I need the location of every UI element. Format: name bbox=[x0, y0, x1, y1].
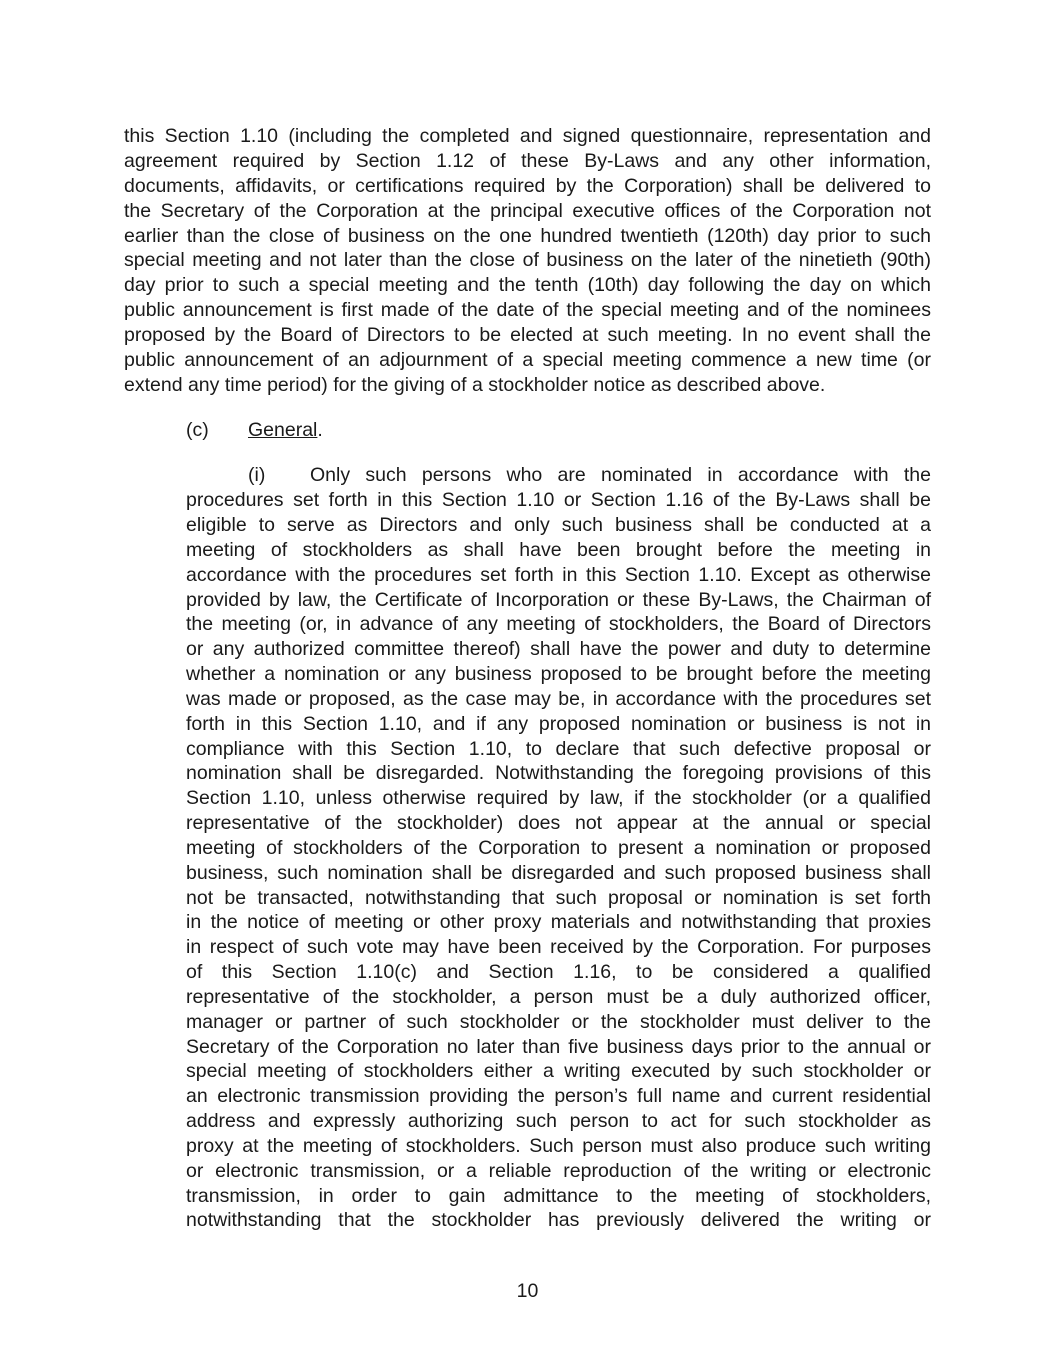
paragraph-line: the meeting (or, in advance of any meeting of stockholders, the Board of Directors bbox=[186, 613, 931, 635]
paragraph-line: forth in this Section 1.10, and if any proposed nomination or business is not in bbox=[186, 713, 931, 735]
paragraph-line: Section 1.10, unless otherwise required by law, if the stockholder (or a qualified bbox=[186, 787, 931, 809]
paragraph-line: in respect of such vote may have been received by the Corporation. For purposes bbox=[186, 936, 931, 958]
intro-line: documents, affidavits, or certifications required by the Corporation) shall be delivered to bbox=[124, 175, 931, 197]
subsection-i-first-text: Only such persons who are nominated in accordance with the bbox=[310, 464, 931, 486]
paragraph-line: nomination shall be disregarded. Notwithstanding the foregoing provisions of this bbox=[186, 762, 931, 784]
paragraph-line: transmission, in order to gain admittance to the meeting of stockholders, bbox=[186, 1185, 931, 1207]
paragraph-line: in the notice of meeting or other proxy materials and notwithstanding that proxies bbox=[186, 911, 931, 933]
intro-line: day prior to such a special meeting and the tenth (10th) day following the day on which bbox=[124, 274, 931, 296]
intro-line: this Section 1.10 (including the completed and signed questionnaire, representation and bbox=[124, 125, 931, 147]
section-c-marker: (c) bbox=[186, 419, 209, 441]
paragraph-line: or electronic transmission, or a reliable reproduction of the writing or electronic bbox=[186, 1160, 931, 1182]
paragraph-line: representative of the stockholder) does not appear at the annual or special bbox=[186, 812, 931, 834]
paragraph-line: Secretary of the Corporation no later than five business days prior to the annual or bbox=[186, 1036, 931, 1058]
intro-line: earlier than the close of business on the one hundred twentieth (120th) day prior to such bbox=[124, 225, 931, 247]
paragraph-line: business, such nomination shall be disregarded and such proposed business shall bbox=[186, 862, 931, 884]
paragraph-line: compliance with this Section 1.10, to declare that such defective proposal or bbox=[186, 738, 931, 760]
paragraph-line: proxy at the meeting of stockholders. Such person must also produce such writing bbox=[186, 1135, 931, 1157]
paragraph-line: eligible to serve as Directors and only such business shall be conducted at a bbox=[186, 514, 931, 536]
intro-line: public announcement of an adjournment of a special meeting commence a new time (or bbox=[124, 349, 931, 371]
intro-line: proposed by the Board of Directors to be elected at such meeting. In no event shall the bbox=[124, 324, 931, 346]
paragraph-line: an electronic transmission providing the person’s full name and current residential bbox=[186, 1085, 931, 1107]
paragraph-line: manager or partner of such stockholder or the stockholder must deliver to the bbox=[186, 1011, 931, 1033]
paragraph-line: provided by law, the Certificate of Incorporation or these By-Laws, the Chairman of bbox=[186, 589, 931, 611]
paragraph-line: of this Section 1.10(c) and Section 1.16, to be considered a qualified bbox=[186, 961, 931, 983]
paragraph-line: procedures set forth in this Section 1.10 or Section 1.16 of the By-Laws shall be bbox=[186, 489, 931, 511]
page-number: 10 bbox=[516, 1280, 539, 1302]
paragraph-line: not be transacted, notwithstanding that such proposal or nomination is set forth bbox=[186, 887, 931, 909]
intro-line: the Secretary of the Corporation at the principal executive offices of the Corporation not bbox=[124, 200, 931, 222]
intro-line: agreement required by Section 1.12 of these By-Laws and any other information, bbox=[124, 150, 931, 172]
paragraph-line: meeting of stockholders of the Corporation to present a nomination or proposed bbox=[186, 837, 931, 859]
intro-line: extend any time period) for the giving of a stockholder notice as described above. bbox=[124, 374, 826, 396]
section-c-title-suffix: . bbox=[317, 419, 323, 441]
paragraph-line: whether a nomination or any business proposed to be brought before the meeting bbox=[186, 663, 931, 685]
intro-line: special meeting and not later than the close of business on the later of the ninetieth (90th) bbox=[124, 249, 931, 271]
intro-line: public announcement is first made of the date of the special meeting and of the nominees bbox=[124, 299, 931, 321]
paragraph-line: accordance with the procedures set forth in this Section 1.10. Except as otherwise bbox=[186, 564, 931, 586]
paragraph-line: representative of the stockholder, a person must be a duly authorized officer, bbox=[186, 986, 931, 1008]
section-c-title: General bbox=[248, 419, 318, 441]
paragraph-line: special meeting of stockholders either a writing executed by such stockholder or bbox=[186, 1060, 931, 1082]
paragraph-line: address and expressly authorizing such person to act for such stockholder as bbox=[186, 1110, 931, 1132]
paragraph-line: or any authorized committee thereof) shall have the power and duty to determine bbox=[186, 638, 931, 660]
paragraph-line: notwithstanding that the stockholder has previously delivered the writing or bbox=[186, 1209, 931, 1231]
subsection-i-marker: (i) bbox=[248, 464, 266, 486]
paragraph-line: was made or proposed, as the case may be, in accordance with the procedures set bbox=[186, 688, 931, 710]
section-c-heading bbox=[186, 418, 323, 442]
subsection-i-first-line bbox=[248, 463, 931, 487]
paragraph-line: meeting of stockholders as shall have been brought before the meeting in bbox=[186, 539, 931, 561]
